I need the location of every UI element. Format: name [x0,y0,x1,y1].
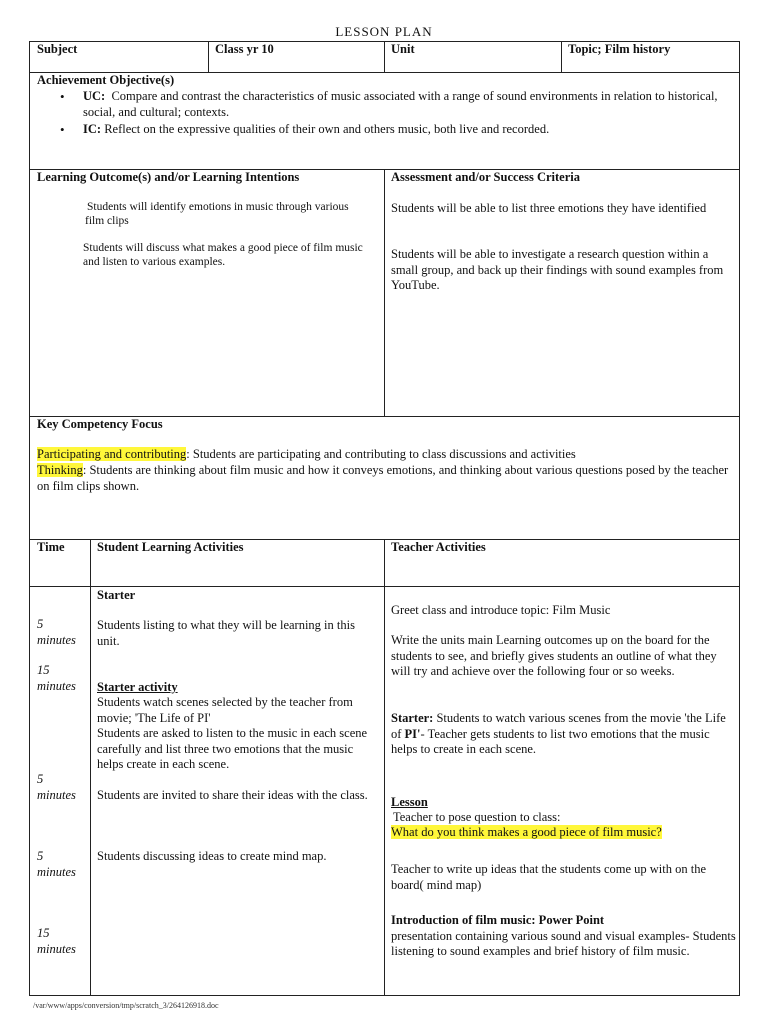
bullet-icon: • [60,122,65,137]
time-entry: 5 minutes [37,617,76,647]
time-entry: 5 minutes [37,849,76,879]
col-divider [384,539,385,995]
assessment-1: Students will be able to list three emotions they have identified [391,201,707,215]
time-entry: 15 minutes [37,926,76,956]
student-activity: Students listing to what they will be learning in this unit. [97,618,355,648]
outcome-2: Students will discuss what makes a good piece of film music and listen to various examples. [83,242,363,268]
col-divider [90,539,91,995]
achievement-heading: Achievement Objective(s) [37,73,175,87]
teacher-activity: Write the units main Learning outcomes up on the board for the students to see, and briefly gives students an outline of what they will try and achieve over the following four or so weeks. [391,633,717,678]
col-divider [208,41,209,72]
teacher-starter: Starter: Students to watch various scenes from the movie 'the Life of PI'- Teacher gets students to list two emotions that the music helps to create in each scene. [391,711,726,756]
student-activity: Students discussing ideas to create mind map. [97,849,327,863]
lesson-plan-table [29,41,740,996]
unit-label: Unit [391,42,415,56]
student-activity: Students are asked to listen to the music in each scene carefully and list three two emotions that the music helps create in each scene. [97,726,368,771]
teacher-activities-header: Teacher Activities [391,540,486,554]
outcome-1: Students will identify emotions in music through various film clips [85,201,349,227]
topic-label: Topic; Film history [568,42,671,56]
assessment-2: Students will be able to investigate a research question within a small group, and back up their findings with sound examples from YouTube. [391,247,724,292]
student-activity: Students are invited to share their ideas with the class. [97,788,368,802]
competency-heading: Key Competency Focus [37,417,163,431]
border-right [739,41,740,996]
col-divider [561,41,562,72]
border-left [29,41,30,996]
bullet-icon: • [60,89,65,104]
page-title: LESSON PLAN [335,24,433,39]
teacher-activity: Teacher to write up ideas that the students come up with on the board( mind map) [391,862,707,892]
starter-heading: Starter [97,588,136,602]
achievement-ic: IC: Reflect on the expressive qualities of their own and others music, both live and recorded. [83,122,550,136]
teacher-activity: Greet class and introduce topic: Film Music [391,603,611,617]
border-bottom [29,995,740,996]
col-divider [384,169,385,416]
class-label: Class yr 10 [215,42,274,56]
time-entry: 15 minutes [37,663,76,693]
student-activities-header: Student Learning Activities [97,540,244,554]
achievement-uc: UC: Compare and contrast the characteristics of music associated with a range of sound environments in relation to historical, social, and cultural; contexts. [83,89,718,119]
col-divider [384,41,385,72]
competency-participating: Participating and contributing: Students are participating and contributing to class discussions and activities [37,447,576,461]
teacher-intro: Introduction of film music: Power Point presentation containing various sound and visual examples- Students listening to sound examples and brief history of film music. [391,913,736,958]
lesson-heading: Lesson [391,795,428,809]
lesson-question: What do you think makes a good piece of film music? [391,825,662,839]
file-path-footer: /var/www/apps/conversion/tmp/scratch_3/264126918.doc [33,1001,219,1010]
time-header: Time [37,540,65,554]
outcomes-heading: Learning Outcome(s) and/or Learning Intentions [37,170,300,184]
student-activity: Students watch scenes selected by the teacher from movie; 'The Life of PI' [97,695,353,725]
starter-activity-heading: Starter activity [97,680,178,694]
competency-thinking: Thinking: Students are thinking about film music and how it conveys emotions, and thinking about various questions posed by the teacher on film clips shown. [37,463,729,493]
teacher-activity: Teacher to pose question to class: [393,810,561,824]
subject-label: Subject [37,42,78,56]
assessment-heading: Assessment and/or Success Criteria [391,170,580,184]
time-entry: 5 minutes [37,772,76,802]
